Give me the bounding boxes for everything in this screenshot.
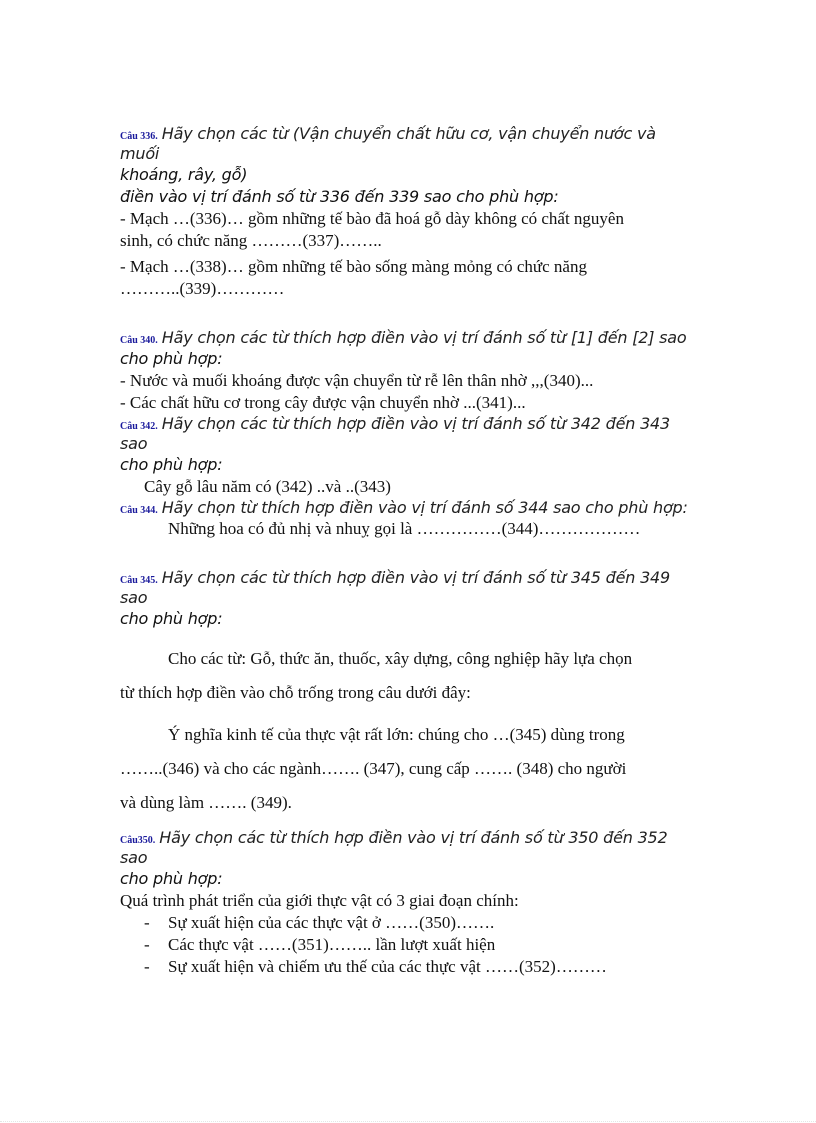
document-page (120, 124, 698, 978)
content-line: - Nước và muối khoáng được vận chuyển từ rễ lên thân nhờ ,,,(340)... (120, 371, 594, 390)
content-line: Cây gỗ lâu năm có (342) ..và ..(343) (144, 477, 391, 496)
paragraph-line: Ý nghĩa kinh tế của thực vật rất lớn: chúng cho …(345) dùng trong (168, 725, 625, 744)
question-label: Câu 336. (120, 131, 158, 142)
list-bullet: - (144, 913, 150, 932)
question-text-cont: điền vào vị trí đánh số từ 336 đến 339 sao cho phù hợp: (120, 187, 559, 206)
paragraph (120, 642, 698, 710)
question-text: Hãy chọn các từ thích hợp điền vào vị trí đánh số từ 345 đến 349 sao (120, 568, 671, 607)
question-text: Hãy chọn các từ thích hợp điền vào vị trí đánh số từ 342 đến 343 sao (120, 414, 671, 453)
question-text-cont: cho phù hợp: (120, 609, 223, 628)
question-text-cont: cho phù hợp: (120, 455, 223, 474)
question-336 (120, 124, 698, 164)
paragraph-line: và dùng làm ……. (349). (120, 793, 292, 812)
content-line: Quá trình phát triển của giới thực vật có 3 giai đoạn chính: (120, 891, 519, 910)
question-label: Câu 340. (120, 335, 158, 346)
content-line: Những hoa có đủ nhị và nhuỵ gọi là ……………(344)……………… (168, 519, 641, 538)
list-bullet: - (144, 957, 150, 976)
question-text: Hãy chọn các từ thích hợp điền vào vị trí đánh số từ [1] đến [2] sao (161, 328, 687, 347)
paragraph-line: từ thích hợp điền vào chỗ trống trong câu dưới đây: (120, 683, 471, 702)
paragraph-line: Cho các từ: Gỗ, thức ăn, thuốc, xây dựng, công nghiệp hãy lựa chọn (168, 649, 633, 668)
question-350 (120, 828, 698, 868)
list-item (120, 956, 698, 978)
question-text: Hãy chọn các từ (Vận chuyển chất hữu cơ, vận chuyển nước và muối (120, 124, 656, 163)
content-line: - Các chất hữu cơ trong cây được vận chuyển nhờ ...(341)... (120, 393, 526, 412)
list-item-text: Các thực vật ……(351)…….. lần lượt xuất hiện (168, 935, 496, 954)
content-line: ………..(339)………… (120, 279, 285, 298)
question-345 (120, 568, 698, 608)
paragraph-line: ……..(346) và cho các ngành……. (347), cung cấp ……. (348) cho người (120, 759, 627, 778)
question-label: Câu350. (120, 835, 156, 846)
question-text-cont: cho phù hợp: (120, 869, 223, 888)
question-text: Hãy chọn các từ thích hợp điền vào vị trí đánh số từ 350 đến 352 sao (120, 828, 668, 867)
content-line: sinh, có chức năng ………(337)…….. (120, 231, 382, 250)
paragraph (120, 718, 698, 820)
list-item (120, 912, 698, 934)
list-item (120, 934, 698, 956)
question-text: Hãy chọn từ thích hợp điền vào vị trí đánh số 344 sao cho phù hợp: (161, 498, 688, 517)
list-item-text: Sự xuất hiện của các thực vật ở ……(350)……. (168, 913, 495, 932)
question-344 (120, 498, 698, 518)
question-text-cont: khoáng, rây, gỗ) (120, 165, 248, 184)
question-340 (120, 328, 698, 348)
question-342 (120, 414, 698, 454)
list-item-text: Sự xuất hiện và chiếm ưu thế của các thực vật ……(352)……… (168, 957, 607, 976)
question-label: Câu 344. (120, 505, 158, 516)
stage-list (120, 912, 698, 978)
list-bullet: - (144, 935, 150, 954)
content-line: - Mạch …(336)… gồm những tế bào đã hoá gỗ dày không có chất nguyên (120, 209, 624, 228)
question-label: Câu 342. (120, 421, 158, 432)
question-label: Câu 345. (120, 575, 158, 586)
content-line: - Mạch …(338)… gồm những tế bào sống màng mỏng có chức năng (120, 257, 587, 276)
question-text-cont: cho phù hợp: (120, 349, 223, 368)
